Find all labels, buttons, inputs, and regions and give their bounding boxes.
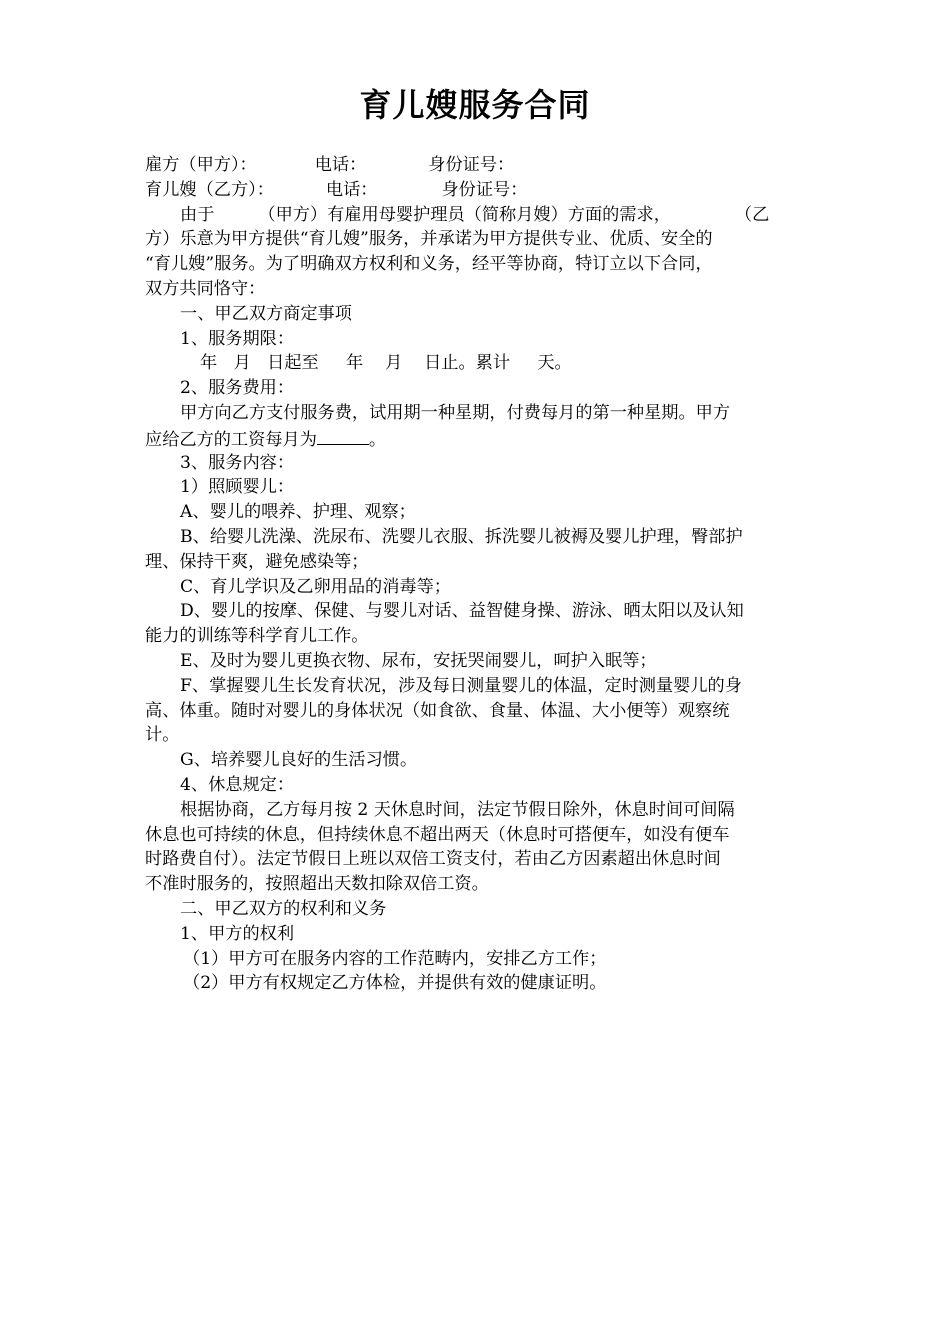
service-fee-line-2: 应给乙方的工资每月为 。 <box>145 426 807 451</box>
intro-line-2: 方）乐意为甲方提供“育儿嫂”服务，并承诺为甲方提供专业、优质、安全的 <box>145 229 713 250</box>
item-f-line-1: F、掌握婴儿生长发育状况，涉及每日测量婴儿的体温，定时测量婴儿的身 <box>180 675 742 696</box>
rest-line-1: 根据协商，乙方每月按 2 天休息时间，法定节假日除外，休息时间可间隔 <box>180 799 735 820</box>
employer-phone-label: 电话： <box>314 155 367 175</box>
rest-line-3: 时路费自付）。法定节假日上班以双倍工资支付，若由乙方因素超出休息时间 <box>145 849 721 870</box>
item-g: G、培养婴儿良好的生活习惯。 <box>180 750 418 771</box>
employer-id-label: 身份证号： <box>428 155 515 175</box>
employer-right-1: （1）甲方可在服务内容的工作范畴内，安排乙方工作； <box>183 948 607 969</box>
section-1-heading: 一、甲乙双方商定事项 <box>180 303 352 324</box>
nanny-line <box>145 178 807 203</box>
document-body <box>145 153 807 996</box>
nanny-id-label: 身份证号： <box>441 179 528 200</box>
document-title: 育儿嫂服务合同 <box>359 86 591 124</box>
item-e: E、及时为婴儿更换衣物、尿布，安抚哭闹婴儿，呵护入眠等； <box>180 650 657 671</box>
rest-rules-heading: 4、休息规定： <box>180 774 295 795</box>
intro-line-4: 双方共同恪守： <box>145 278 266 299</box>
item-b-line-2: 理、保持干爽，避免感染等； <box>145 551 369 572</box>
rest-line-2: 休息也可持续的休息，但持续休息不超出两天（休息时可搭便车，如没有便车 <box>145 824 730 845</box>
item-a: A、婴儿的喂养、护理、观察； <box>180 502 416 523</box>
item-c: C、育儿学识及乙卵用品的消毒等； <box>180 576 451 597</box>
intro-line-3: “育儿嫂”服务。为了明确双方权利和义务，经平等协商，特订立以下合同， <box>145 254 713 275</box>
employer-rights-heading: 1、甲方的权利 <box>180 923 295 944</box>
infant-care-heading: 1）照顾婴儿： <box>180 477 295 498</box>
item-f-line-2: 高、体重。随时对婴儿的身体状况（如食欲、食量、体温、大小便等）观察统 <box>145 700 730 721</box>
nanny-label: 育儿嫂（乙方）： <box>145 179 274 200</box>
section-2-heading: 二、甲乙双方的权利和义务 <box>180 898 387 919</box>
service-content-heading: 3、服务内容： <box>180 452 295 473</box>
salary-blank <box>317 426 369 445</box>
employer-line <box>145 153 807 178</box>
service-period-dates: 年 月 日起至 年 月 日止。累计 天。 <box>200 353 572 374</box>
item-f-line-3: 计。 <box>145 725 180 746</box>
service-fee-heading: 2、服务费用： <box>180 378 295 399</box>
item-b-line-1: B、给婴儿洗澡、洗尿布、洗婴儿衣服、拆洗婴儿被褥及婴儿护理，臀部护 <box>180 526 743 547</box>
service-period-heading: 1、服务期限： <box>180 328 295 349</box>
service-fee-line-1: 甲方向乙方支付服务费，试用期一种星期，付费每月的第一种星期。甲方 <box>180 402 731 423</box>
intro-line-1: 由于 （甲方）有雇用母婴护理员（简称月嫂）方面的需求， （乙 <box>180 204 770 225</box>
employer-label: 雇方（甲方）： <box>145 155 257 175</box>
employer-right-2: （2）甲方有权规定乙方体检，并提供有效的健康证明。 <box>183 973 607 994</box>
rest-line-4: 不准时服务的，按照超出天数扣除双倍工资。 <box>145 874 489 895</box>
item-d-line-2: 能力的训练等科学育儿工作。 <box>145 626 369 647</box>
item-d-line-1: D、婴儿的按摩、保健、与婴儿对话、益智健身操、游泳、晒太阳以及认知 <box>180 601 744 622</box>
nanny-phone-label: 电话： <box>325 179 378 200</box>
